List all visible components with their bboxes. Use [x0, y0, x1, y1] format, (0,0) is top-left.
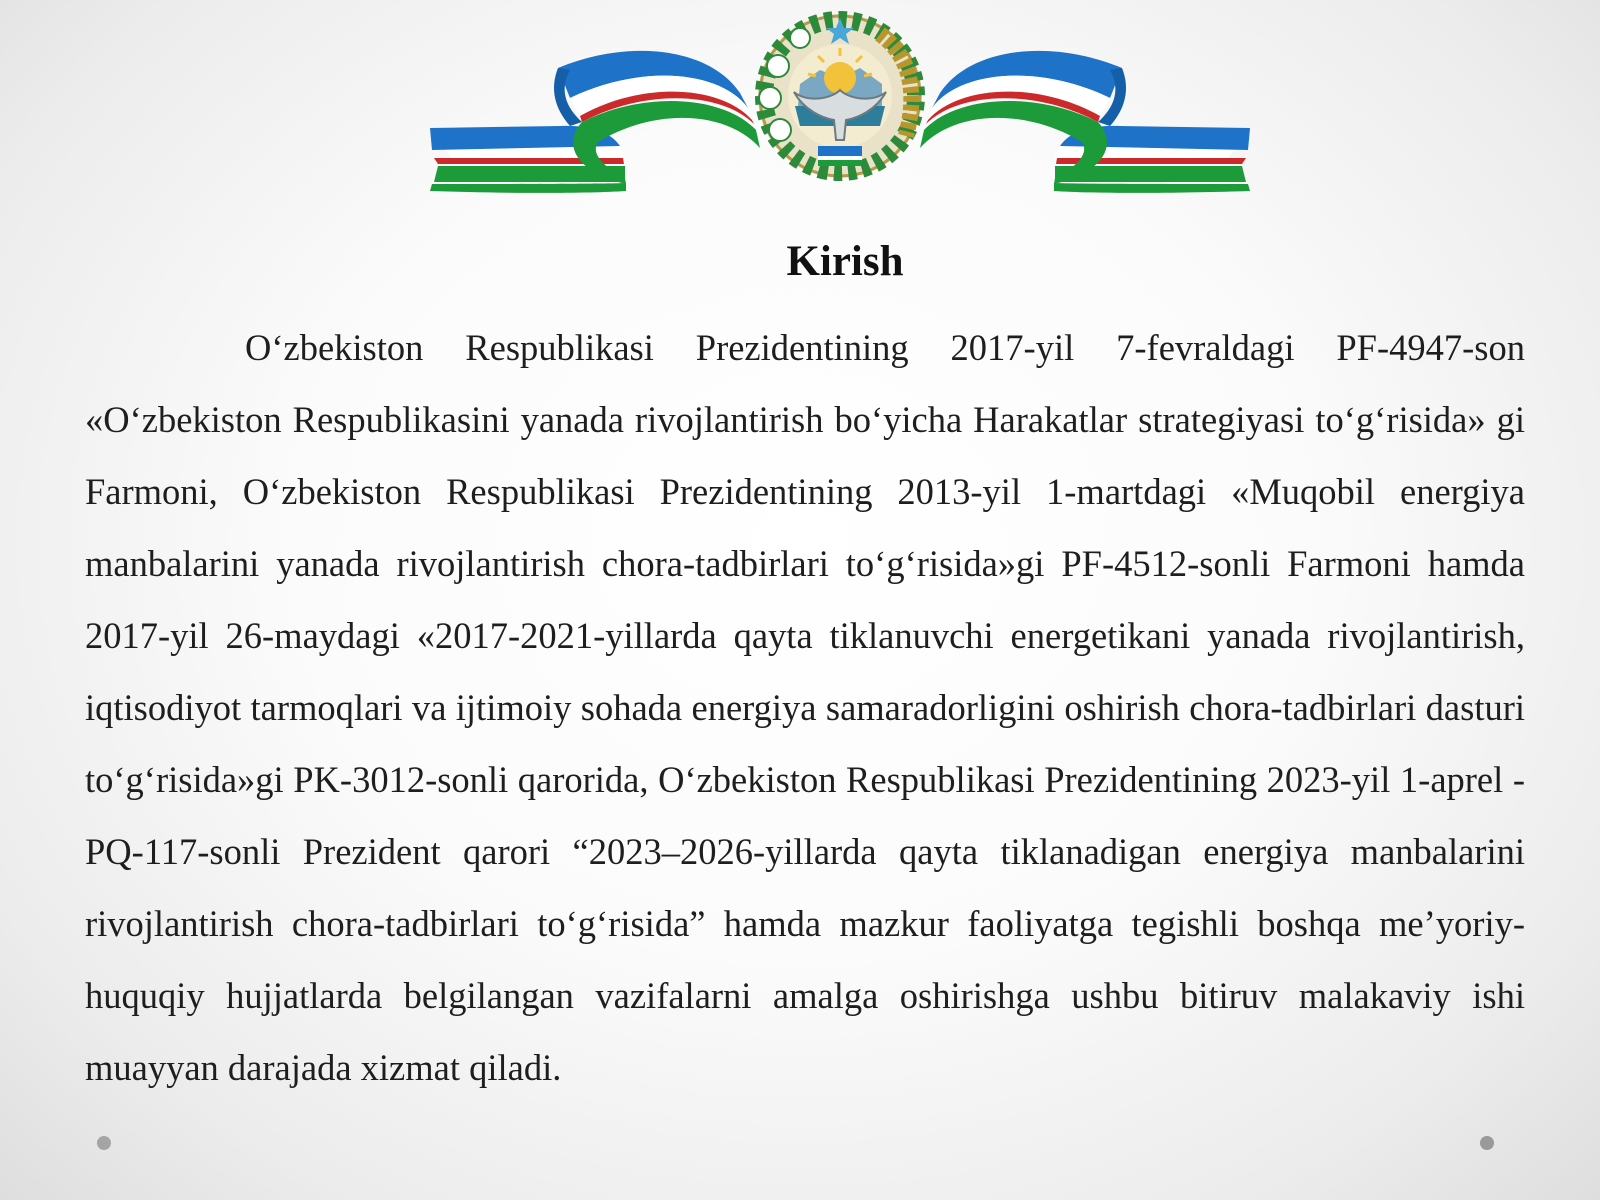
state-emblem-icon [752, 8, 928, 184]
bullet-marker-icon [97, 1136, 111, 1150]
page-indicator-dot-icon [1480, 1136, 1494, 1150]
intro-paragraph: O‘zbekiston Respublikasi Prezidentining 2017-yil 7-fevraldagi PF-4947-son «O‘zbekiston Respublikasini yanada rivojlantirish bo‘yicha Harakatlar strategiyasi to‘g‘risida» gi Farmoni, O‘zbekiston Respublikasi Prezidentining 2013-yil 1-martdagi «Muqobil energiya manbalarini yanada rivojlantirish chora-tadbirlari to‘g‘risida»gi PF-4512-sonli Farmoni hamda 2017-yil 26-maydagi «2017-2021-yillarda qayta tiklanuvchi energetikani yanada rivojlantirish, iqtisodiyot tarmoqlari va ijtimoiy sohada energiya samaradorligini oshirish chora-tadbirlari dasturi to‘g‘risida»gi PK-3012-sonli qarorida, O‘zbekiston Respublikasi Prezidentining 2023-yil 1-aprel - PQ-117-sonli Prezident qarori “2023–2026-yillarda qayta tiklanadigan energiya manbalarini rivojlantirish chora-tadbirlari to‘g‘risida” hamda mazkur faoliyatga tegishli boshqa me’yoriy-huquqiy hujjatlarda belgilangan vazifalarni amalga oshirishga ushbu bitiruv malakaviy ishi muayyan darajada xizmat qiladi. [85, 327, 1525, 1088]
state-emblem-banner [430, 8, 1250, 198]
left-flag-ribbon [430, 51, 760, 193]
right-flag-ribbon [920, 51, 1250, 193]
page-title: Kirish [786, 238, 904, 285]
